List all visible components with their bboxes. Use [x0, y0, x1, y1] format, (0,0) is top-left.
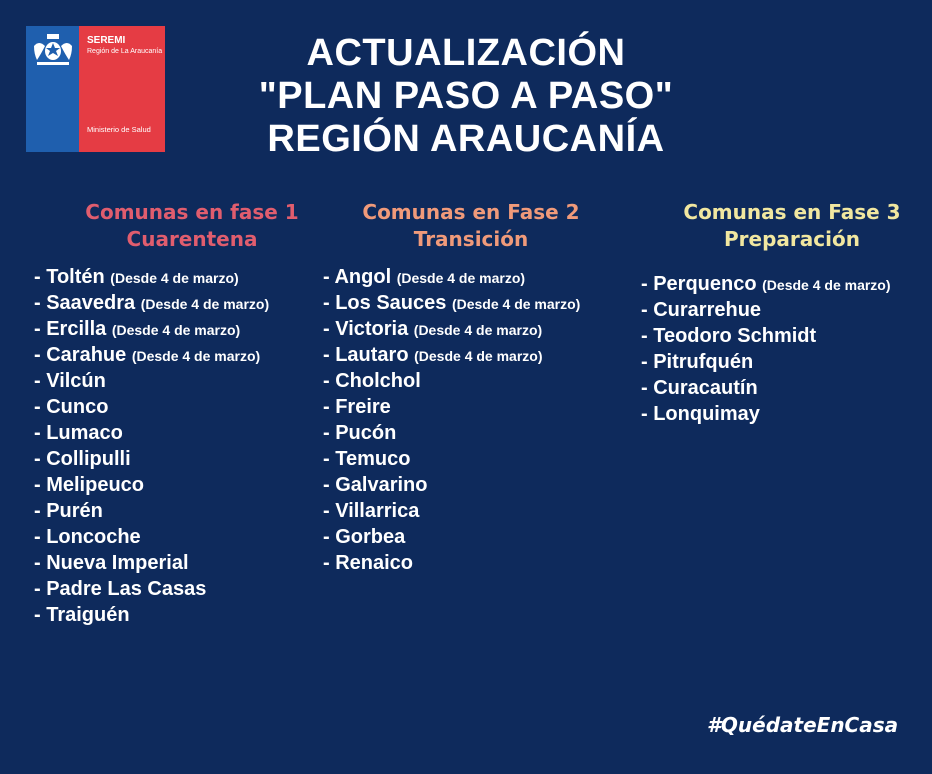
list-item — [641, 271, 891, 297]
commune-name: - Carahue — [34, 344, 127, 366]
list-item — [323, 394, 580, 420]
phase-2-heading-line-1: Comunas en Fase 2 — [362, 200, 580, 224]
commune-name: - Loncoche — [34, 526, 141, 548]
commune-name: - Teodoro Schmidt — [641, 325, 817, 347]
phase-1-heading — [71, 199, 313, 253]
list-item — [641, 297, 891, 323]
list-item — [34, 472, 269, 498]
commune-name: - Victoria — [323, 318, 409, 340]
commune-name: - Curacautín — [641, 377, 758, 399]
list-item — [641, 375, 891, 401]
commune-name: - Perquenco — [641, 273, 757, 295]
phase-date-note: (Desde 4 de marzo) — [396, 270, 526, 286]
commune-name: - Pucón — [323, 422, 397, 444]
logo-region-text: Región de La Araucanía — [87, 48, 163, 55]
phase-2-list — [323, 264, 580, 576]
commune-name: - Curarrehue — [641, 299, 762, 321]
list-item — [323, 316, 580, 342]
list-item — [34, 394, 269, 420]
phase-2-heading — [348, 199, 594, 253]
logo-ministry-text: Ministerio de Salud — [87, 125, 151, 134]
list-item — [34, 342, 269, 368]
phase-3-heading-line-2: Preparación — [724, 227, 860, 251]
commune-name: - Temuco — [323, 448, 411, 470]
commune-name: - Angol — [323, 266, 392, 288]
commune-name: - Nueva Imperial — [34, 552, 189, 574]
phase-1-list — [34, 264, 269, 628]
commune-name: - Galvarino — [323, 474, 428, 496]
list-item — [323, 446, 580, 472]
list-item — [323, 550, 580, 576]
logo-blue-panel — [26, 26, 79, 152]
logo-red-panel — [79, 26, 165, 152]
list-item — [34, 524, 269, 550]
logo-seremi-text: SEREMI — [87, 35, 126, 46]
commune-name: - Melipeuco — [34, 474, 145, 496]
list-item — [34, 498, 269, 524]
phase-date-note: (Desde 4 de marzo) — [414, 348, 543, 364]
commune-name: - Renaico — [323, 552, 414, 574]
commune-name: - Lautaro — [323, 344, 409, 366]
list-item — [34, 420, 269, 446]
phase-3-list — [641, 271, 891, 427]
list-item — [641, 323, 891, 349]
title-line-2: "PLAN PASO A PASO" — [258, 75, 674, 117]
commune-name: - Padre Las Casas — [34, 578, 207, 600]
commune-name: - Freire — [323, 396, 391, 418]
commune-name: - Traiguén — [34, 604, 130, 626]
phase-date-note: (Desde 4 de marzo) — [762, 277, 891, 293]
list-item — [34, 368, 269, 394]
title-line-1: ACTUALIZACIÓN — [306, 32, 626, 74]
phase-3-heading — [666, 199, 918, 253]
hashtag: #QuédateEnCasa — [707, 713, 899, 737]
commune-name: - Cunco — [34, 396, 109, 418]
phase-date-note: (Desde 4 de marzo) — [413, 322, 543, 338]
commune-name: - Purén — [34, 500, 103, 522]
list-item — [34, 550, 269, 576]
commune-name: - Gorbea — [323, 526, 406, 548]
list-item — [323, 420, 580, 446]
list-item — [641, 401, 891, 427]
list-item — [641, 349, 891, 375]
phase-date-note: (Desde 4 de marzo) — [131, 348, 261, 364]
list-item — [34, 602, 269, 628]
list-item — [323, 498, 580, 524]
phase-date-note: (Desde 4 de marzo) — [111, 322, 241, 338]
list-item — [323, 264, 580, 290]
list-item — [34, 446, 269, 472]
commune-name: - Lumaco — [34, 422, 123, 444]
phase-3-heading-line-1: Comunas en Fase 3 — [683, 200, 901, 224]
list-item — [323, 290, 580, 316]
commune-name: - Villarrica — [323, 500, 420, 522]
list-item — [34, 316, 269, 342]
phase-1-heading-line-1: Comunas en fase 1 — [85, 200, 299, 224]
phase-2-heading-line-2: Transición — [413, 227, 529, 251]
commune-name: - Los Sauces — [323, 292, 447, 314]
phase-date-note: (Desde 4 de marzo) — [110, 270, 239, 286]
seremi-logo — [26, 26, 165, 152]
commune-name: - Toltén — [34, 266, 105, 288]
page-title — [200, 32, 732, 161]
phase-date-note: (Desde 4 de marzo) — [451, 296, 581, 312]
list-item — [34, 290, 269, 316]
commune-name: - Ercilla — [34, 318, 107, 340]
phase-date-note: (Desde 4 de marzo) — [140, 296, 270, 312]
commune-name: - Lonquimay — [641, 403, 760, 425]
list-item — [323, 472, 580, 498]
phase-1-heading-line-2: Cuarentena — [126, 227, 258, 251]
commune-name: - Vilcún — [34, 370, 106, 392]
commune-name: - Collipulli — [34, 448, 131, 470]
commune-name: - Saavedra — [34, 292, 136, 314]
title-line-3: REGIÓN ARAUCANÍA — [267, 118, 665, 160]
commune-name: - Cholchol — [323, 370, 421, 392]
list-item — [323, 342, 580, 368]
list-item — [34, 576, 269, 602]
coat-of-arms-icon — [31, 32, 75, 68]
commune-name: - Pitrufquén — [641, 351, 754, 373]
list-item — [323, 368, 580, 394]
list-item — [323, 524, 580, 550]
list-item — [34, 264, 269, 290]
